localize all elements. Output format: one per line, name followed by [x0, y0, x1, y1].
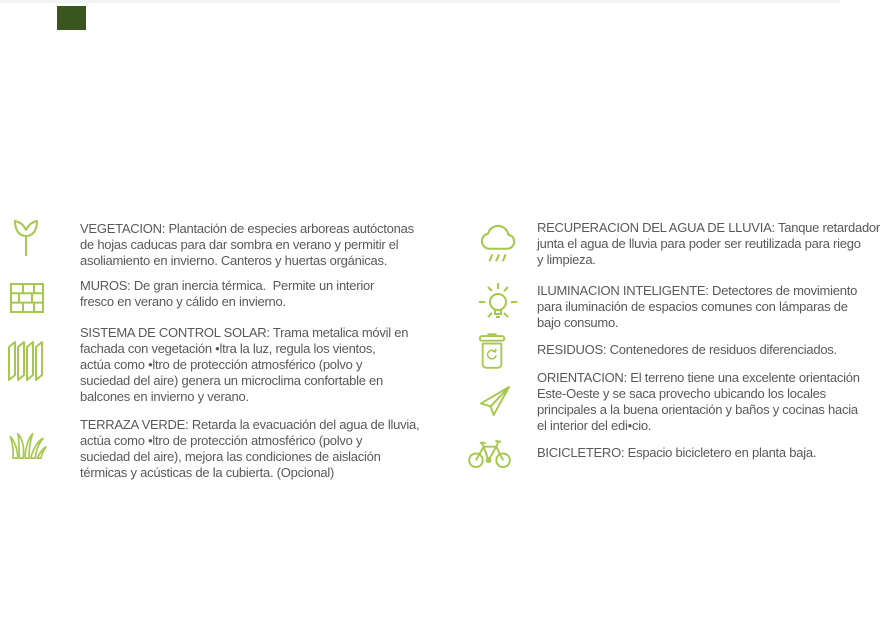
section-recuperacion-agua-text: [537, 220, 880, 268]
text-line: MUROS: De gran inercia térmica. Permite un interior: [80, 278, 375, 293]
text-line: ILUMINACION INTELIGENTE: Detectores de movimiento: [537, 283, 858, 298]
text-line: para iluminación de espacios comunes con lámparas de: [537, 299, 848, 314]
text-line: principales a la buena orientación y baños y cocinas hacia: [537, 402, 858, 417]
text-line: suciedad del aire), mejora las condiciones de aislación: [80, 449, 381, 464]
rain-cloud-icon: [480, 222, 518, 266]
tulip-icon: [12, 218, 40, 262]
brick-wall-icon: [10, 283, 44, 313]
text-line: bajo consumo.: [537, 315, 619, 330]
section-terraza-verde-text: [80, 417, 419, 481]
text-line: TERRAZA VERDE: Retarda la evacuación del agua de lluvia,: [80, 417, 420, 432]
section-bicicletero-text: [537, 445, 816, 461]
section-control-solar-text: [80, 325, 408, 405]
text-line: térmicas y acústicas de la cubierta. (Opcional): [80, 465, 335, 480]
section-residuos-text: [537, 342, 837, 358]
text-line: RESIDUOS: Contenedores de residuos diferenciados.: [537, 342, 837, 357]
text-line: BICICLETERO: Espacio bicicletero en planta baja.: [537, 445, 817, 460]
text-line: VEGETACION: Plantación de especies arboreas autóctonas: [80, 221, 414, 236]
text-line: Este-Oeste y se saca provecho ubicando los locales: [537, 386, 826, 401]
text-line: fresco en verano y cálido en invierno.: [80, 294, 286, 309]
grass-icon: [9, 430, 47, 460]
text-line: el interior del edi•cio.: [537, 418, 652, 433]
text-line: de hojas caducas para dar sombra en verano y permitir el: [80, 237, 399, 252]
text-line: ORIENTACION: El terreno tiene una excelente orientación: [537, 370, 860, 385]
text-line: asoliamiento en invierno. Canteros y huertas orgánicas.: [80, 253, 388, 268]
text-line: junta el agua de lluvia para poder ser reutilizada para riego: [537, 236, 861, 251]
navigation-arrow-icon: [479, 386, 512, 417]
louvers-icon: [8, 341, 44, 381]
trash-recycle-icon: [478, 332, 506, 370]
section-vegetacion-text: [80, 221, 414, 269]
section-muros-text: [80, 278, 374, 310]
text-line: fachada con vegetación •ltra la luz, regula los vientos,: [80, 341, 376, 356]
logo-mark: [57, 6, 86, 30]
text-line: actúa como •ltro de protección atmosférico (polvo y: [80, 357, 363, 372]
top-divider-line: [0, 0, 840, 3]
text-line: RECUPERACION DEL AGUA DE LLUVIA: Tanque retardador: [537, 220, 880, 235]
text-line: actúa como •ltro de protección atmosférico (polvo y: [80, 433, 363, 448]
section-orientacion-text: [537, 370, 860, 434]
lightbulb-icon: [477, 281, 519, 323]
text-line: y limpieza.: [537, 252, 596, 267]
section-iluminacion-text: [537, 283, 857, 331]
text-line: SISTEMA DE CONTROL SOLAR: Trama metalica móvil en: [80, 325, 409, 340]
text-line: suciedad del aire) genera un microclima confortable en: [80, 373, 384, 388]
text-line: balcones en invierno y verano.: [80, 389, 249, 404]
bicycle-icon: [467, 437, 512, 468]
